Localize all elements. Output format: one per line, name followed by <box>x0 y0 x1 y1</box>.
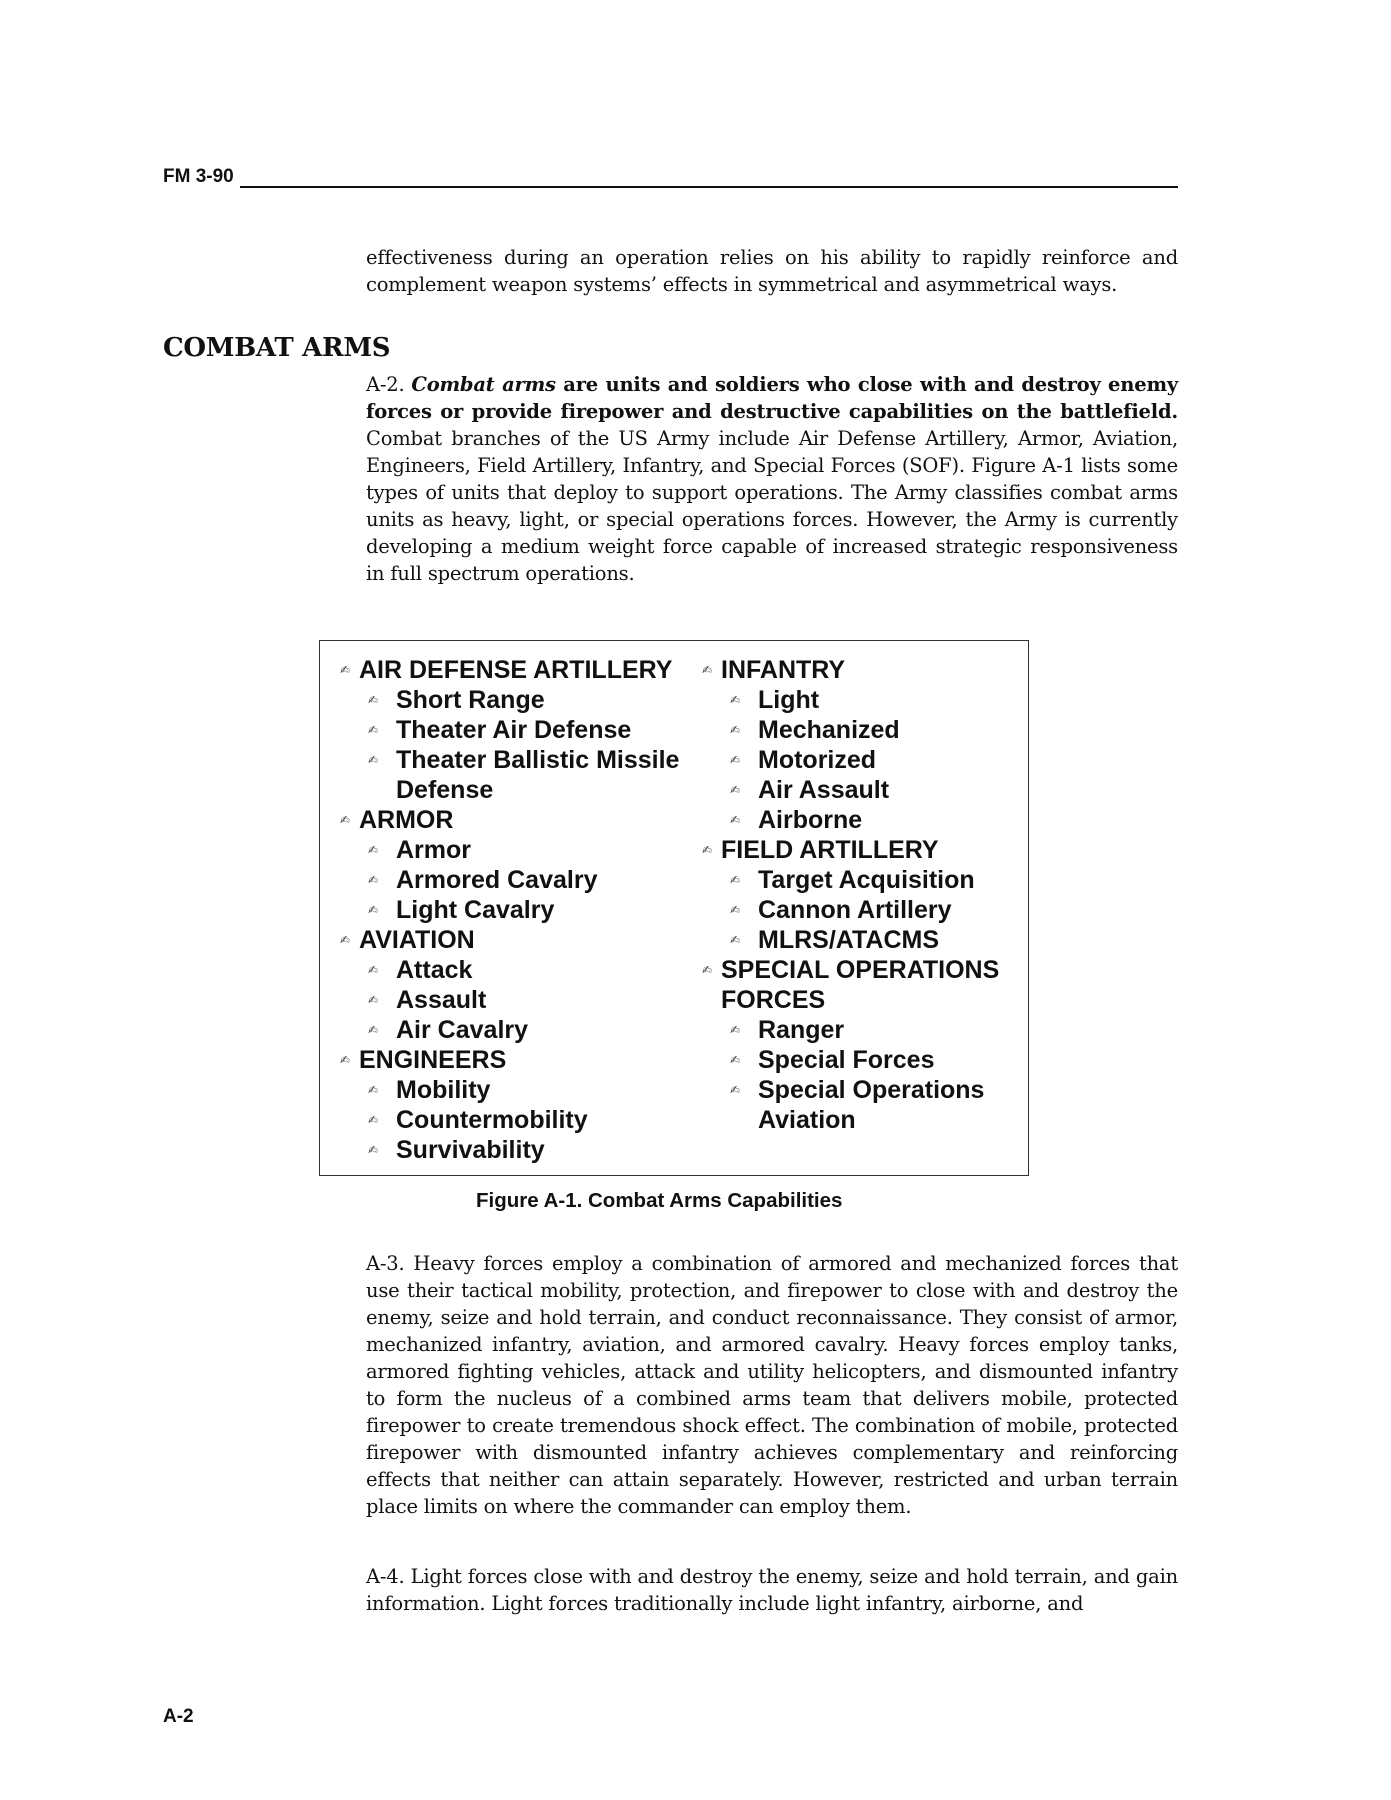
list-item: ✍ Survivability <box>368 1136 545 1164</box>
pencil-bullet-icon: ✍ <box>730 1083 741 1097</box>
list-item-continuation: Aviation <box>758 1106 856 1134</box>
category-infantry: ✍ INFANTRY <box>702 656 846 684</box>
pencil-bullet-icon: ✍ <box>368 723 379 737</box>
list-item: ✍ Attack <box>368 956 473 984</box>
intro-paragraph <box>366 244 1178 298</box>
intro-text: effectiveness during an operation relies on his ability to rapidly reinforce and complement weapon systems’ effects in symmetrical and asymmetrical ways. <box>366 246 1178 296</box>
category-air-defense-artillery: ✍ AIR DEFENSE ARTILLERY <box>340 656 673 684</box>
pencil-bullet-icon: ✍ <box>368 1083 379 1097</box>
figure-caption: Figure A-1. Combat Arms Capabilities <box>476 1189 843 1212</box>
pencil-bullet-icon: ✍ <box>702 843 713 857</box>
category-field-artillery: ✍ FIELD ARTILLERY <box>702 836 939 864</box>
page-number: A-2 <box>163 1706 194 1727</box>
list-item: ✍ Air Assault <box>730 776 890 804</box>
pencil-bullet-icon: ✍ <box>340 1053 351 1067</box>
paragraph-a3-text: A-3. Heavy forces employ a combination of armored and mechanized forces that use their tactical mobility, protection, and firepower to close with and destroy the enemy, seize and hold terrain, and conduct reconnaissance. They consist of armor, mechanized infantry, aviation, and armored cavalry. Heavy forces employ tanks, armored fighting vehicles, attack and utility helicopters, and dismounted infantry to form the nucleus of a combined arms team that delivers mobile, protected firepower to create tremendous shock effect. The combination of mobile, protected firepower with dismounted infantry achieves complementary and reinforcing effects that neither can attain separately. However, restricted and urban terrain place limits on where the commander can employ them. <box>366 1252 1178 1518</box>
paragraph-a4-text: A-4. Light forces close with and destroy the enemy, seize and hold terrain, and gain information. Light forces traditionally include light infantry, airborne, and <box>366 1565 1178 1615</box>
running-header <box>163 166 1178 188</box>
pencil-bullet-icon: ✍ <box>730 753 741 767</box>
figure-right-column <box>702 655 1022 1135</box>
list-item: ✍ Air Cavalry <box>368 1016 529 1044</box>
category-special-operations-forces: ✍ SPECIAL OPERATIONS <box>702 956 1000 984</box>
pencil-bullet-icon: ✍ <box>730 783 741 797</box>
pencil-bullet-icon: ✍ <box>368 843 379 857</box>
list-item: ✍ Target Acquisition <box>730 866 975 894</box>
list-item-continuation: Defense <box>396 776 494 804</box>
list-item: ✍ Theater Air Defense <box>368 716 632 744</box>
pencil-bullet-icon: ✍ <box>368 1023 379 1037</box>
list-item: ✍ Cannon Artillery <box>730 896 952 924</box>
list-item: ✍ Short Range <box>368 686 545 714</box>
list-item: ✍ Ranger <box>730 1016 845 1044</box>
pencil-bullet-icon: ✍ <box>368 993 379 1007</box>
list-item: ✍ Light Cavalry <box>368 896 555 924</box>
combat-arms-term: Combat arms <box>411 373 556 396</box>
pencil-bullet-icon: ✍ <box>340 813 351 827</box>
list-item: ✍ Armor <box>368 836 472 864</box>
paragraph-a2 <box>366 371 1178 587</box>
list-item: ✍ Countermobility <box>368 1106 588 1134</box>
pencil-bullet-icon: ✍ <box>730 933 741 947</box>
category-aviation: ✍ AVIATION <box>340 926 475 954</box>
category-armor: ✍ ARMOR <box>340 806 454 834</box>
pencil-bullet-icon: ✍ <box>368 753 379 767</box>
pencil-bullet-icon: ✍ <box>730 873 741 887</box>
pencil-bullet-icon: ✍ <box>368 873 379 887</box>
paragraph-a4 <box>366 1563 1178 1617</box>
pencil-bullet-icon: ✍ <box>730 693 741 707</box>
pencil-bullet-icon: ✍ <box>730 903 741 917</box>
doc-id: FM 3-90 <box>163 166 234 187</box>
list-item: ✍ Assault <box>368 986 487 1014</box>
pencil-bullet-icon: ✍ <box>368 1113 379 1127</box>
header-rule <box>240 172 1178 188</box>
list-item: ✍ Armored Cavalry <box>368 866 598 894</box>
section-heading: COMBAT ARMS <box>163 333 391 363</box>
figure-a1-box <box>319 640 1029 1176</box>
pencil-bullet-icon: ✍ <box>702 663 713 677</box>
pencil-bullet-icon: ✍ <box>730 723 741 737</box>
pencil-bullet-icon: ✍ <box>340 933 351 947</box>
pencil-bullet-icon: ✍ <box>368 963 379 977</box>
pencil-bullet-icon: ✍ <box>730 1053 741 1067</box>
pencil-bullet-icon: ✍ <box>368 903 379 917</box>
list-item: ✍ Theater Ballistic Missile <box>368 746 680 774</box>
list-item: ✍ MLRS/ATACMS <box>730 926 939 954</box>
figure-left-column <box>340 655 690 1165</box>
category-continuation: FORCES <box>721 986 826 1014</box>
list-item: ✍ Light <box>730 686 820 714</box>
category-engineers: ✍ ENGINEERS <box>340 1046 507 1074</box>
list-item: ✍ Mobility <box>368 1076 491 1104</box>
paragraph-a3 <box>366 1250 1178 1520</box>
list-item: ✍ Airborne <box>730 806 863 834</box>
pencil-bullet-icon: ✍ <box>368 693 379 707</box>
pencil-bullet-icon: ✍ <box>368 1143 379 1157</box>
list-item: ✍ Special Forces <box>730 1046 935 1074</box>
pencil-bullet-icon: ✍ <box>730 1023 741 1037</box>
paragraph-a2-number: A-2. <box>366 373 405 396</box>
pencil-bullet-icon: ✍ <box>702 963 713 977</box>
pencil-bullet-icon: ✍ <box>340 663 351 677</box>
list-item: ✍ Motorized <box>730 746 877 774</box>
paragraph-a2-content <box>366 371 1178 587</box>
list-item: ✍ Special Operations <box>730 1076 985 1104</box>
list-item: ✍ Mechanized <box>730 716 900 744</box>
pencil-bullet-icon: ✍ <box>730 813 741 827</box>
paragraph-a2-text: Combat branches of the US Army include Air Defense Artillery, Armor, Aviation, Engineers, Field Artillery, Infantry, and Special Forces (SOF). Figure A-1 lists some types of units that deploy to support operations. The Army classifies combat arms units as heavy, light, or special operations forces. However, the Army is currently developing a medium weight force capable of increased strategic responsiveness in full spectrum operations. <box>366 427 1178 585</box>
combat-arms-definition: are units and soldiers who close with and destroy enemy forces or provide firepower and destructive capabilities on the battlefield. <box>366 373 1179 423</box>
